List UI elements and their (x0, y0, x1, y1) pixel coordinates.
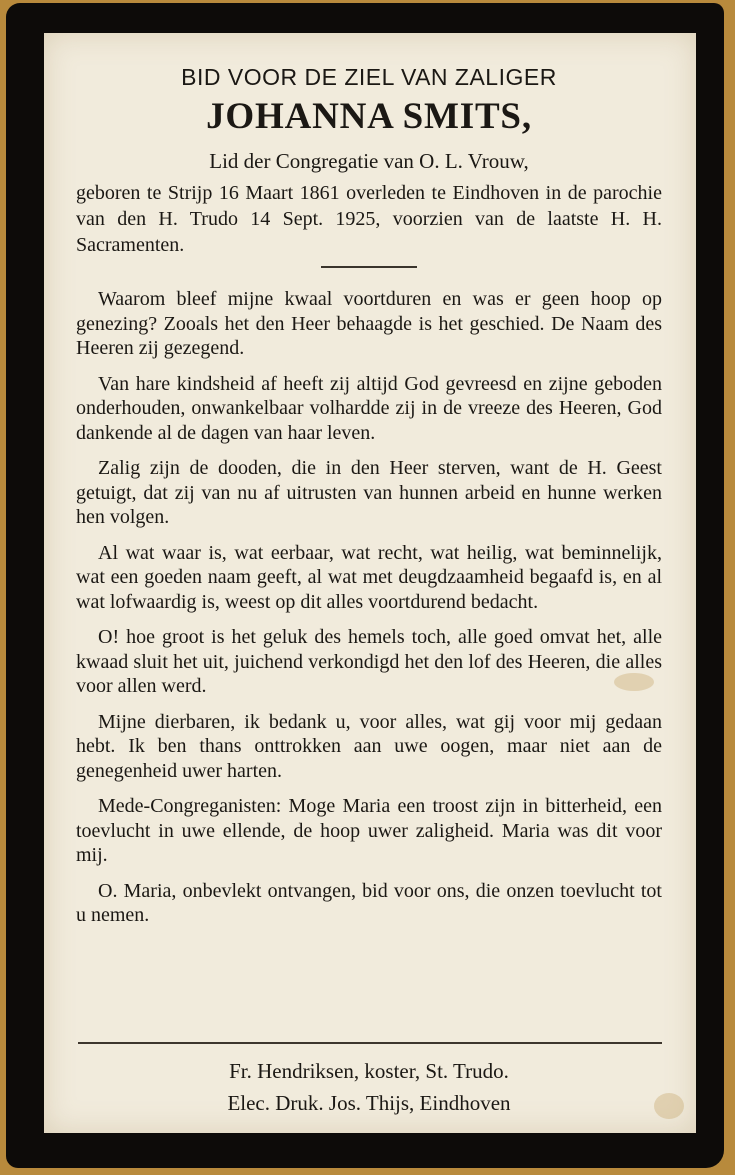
congregation-line: Lid der Congregatie van O. L. Vrouw, (209, 149, 529, 173)
paragraph: Mede-Congreganisten: Moge Maria een troost zijn in bitterheid, een toevlucht in uwe ellende, de hoop uwer zaligheid. Maria was dit voor mij. (76, 795, 662, 866)
card-header (76, 60, 662, 268)
paragraph: Waarom bleef mijne kwaal voortduren en was er geen hoop op genezing? Zooals het den Heer behaagde is het geschied. De Naam des Heeren zij gezegend. (76, 288, 662, 359)
paragraph: O. Maria, onbevlekt ontvangen, bid voor ons, die onzen toevlucht tot u nemen. (76, 879, 662, 926)
biography-text: geboren te Strijp 16 Maart 1861 overleden te Eindhoven in de parochie van den H. Trudo 14 Sept. 1925, voorzien van de laatste H. H. Sacramenten. (76, 182, 662, 256)
paragraph: Zalig zijn de dooden, die in den Heer sterven, want de H. Geest getuigt, dat zij van nu af uitrusten van hunnen arbeid en hunne werken hen volgen. (76, 457, 662, 528)
card-footer (76, 1055, 662, 1119)
paragraph: Mijne dierbaren, ik bedank u, voor alles, wat gij voor mij gedaan hebt. Ik ben thans onttrokken aan uwe oogen, maar niet aan de genegenheid uwer harten. (76, 710, 662, 782)
long-divider (78, 1042, 662, 1044)
footer-line-printer: Elec. Druk. Jos. Thijs, Eindhoven (227, 1091, 511, 1115)
deceased-name: JOHANNA SMITS, (206, 96, 532, 137)
paragraph: O! hoe groot is het geluk des hemels toch, alle goed omvat het, alle kwaad sluit het uit, juichend verkondigd het den lof des Heeren, die alles voor allen werd. (76, 626, 662, 697)
short-divider (321, 266, 417, 268)
paragraph: Van hare kindsheid af heeft zij altijd God gevreesd en zijne geboden onderhouden, onwankelbaar volhardde zij in de vreeze des Heeren, God dankende al de dagen van haar leven. (76, 372, 662, 444)
paragraph: Al wat waar is, wat eerbaar, wat recht, wat heilig, wat beminnelijk, wat een goeden naam geeft, al wat met deugdzaamheid begaafd is, en al wat lofwaardig is, weest op dit alles voortdurend bedacht. (76, 541, 662, 613)
card-body (76, 287, 662, 939)
prayer-heading: BID VOOR DE ZIEL VAN ZALIGER (181, 64, 557, 90)
footer-line-sexton: Fr. Hendriksen, koster, St. Trudo. (229, 1059, 509, 1083)
